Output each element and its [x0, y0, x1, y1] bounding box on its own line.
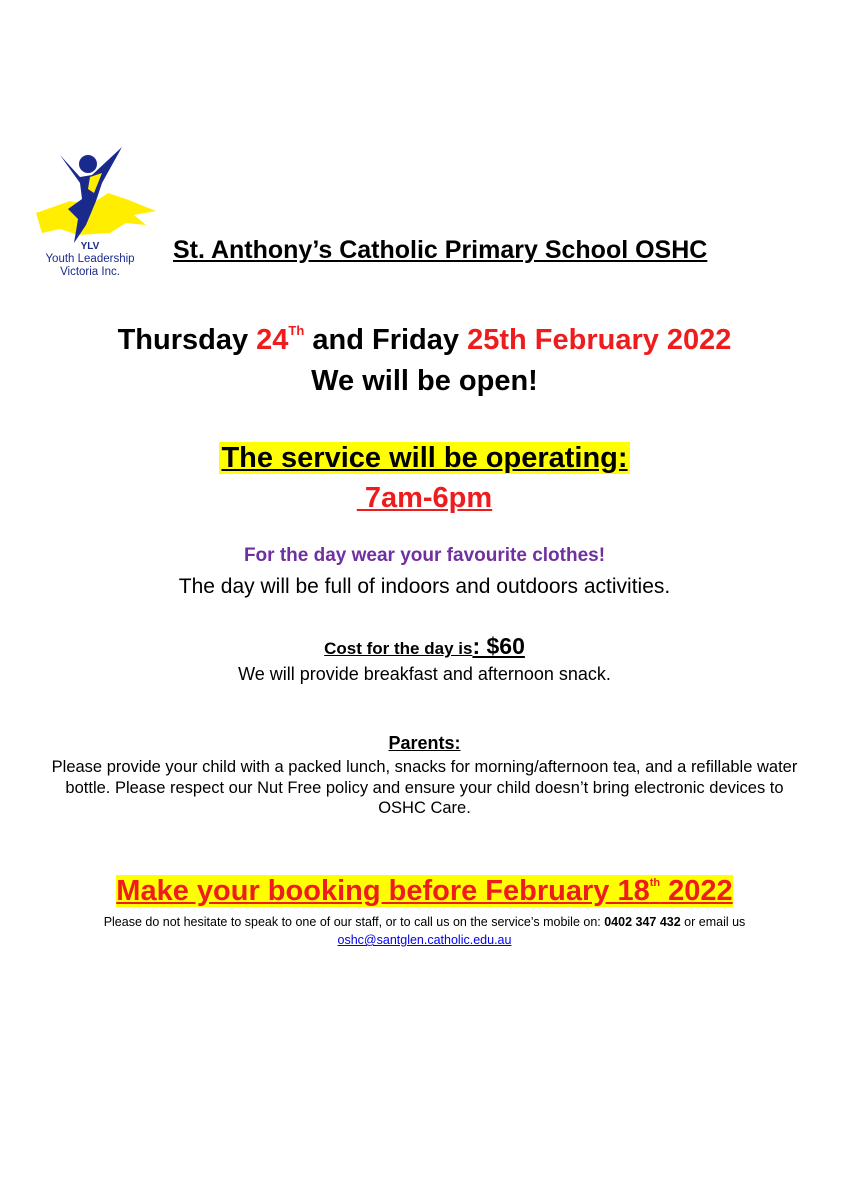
booking-suffix: th — [649, 877, 661, 889]
logo-line-2: Victoria Inc. — [60, 266, 120, 278]
booking-year: 2022 — [660, 875, 733, 907]
activities-description: The day will be full of indoors and outdoors activities. — [178, 575, 671, 598]
open-announcement: We will be open! — [311, 365, 538, 397]
date-line — [0, 323, 849, 357]
operating-heading — [0, 442, 849, 475]
school-title: St. Anthony’s Catholic Primary School OSHC — [173, 236, 708, 264]
email-link[interactable]: oshc@santglen.catholic.edu.au — [337, 933, 512, 947]
contact-line — [0, 915, 849, 929]
operating-hours — [0, 482, 849, 515]
date-and-friday: and Friday — [304, 324, 468, 356]
booking-highlight — [116, 875, 732, 907]
logo-abbr: YLV — [80, 241, 100, 252]
cost-colon: : — [472, 633, 487, 659]
contact-text: Please do not hesitate to speak to one of our staff, or to call us on the service’s mobile on: — [103, 915, 605, 929]
operating-hours-text: 7am-6pm — [356, 482, 493, 514]
date-day1-suffix: Th — [288, 323, 305, 338]
date-day1-number: 24 — [256, 324, 289, 356]
booking-deadline — [0, 875, 849, 908]
date-thursday: Thursday — [117, 324, 257, 356]
contact-phone: 0402 347 432 — [604, 915, 681, 929]
email-line — [0, 933, 849, 947]
operating-heading-text: The service will be operating: — [221, 442, 628, 474]
parents-instructions: Please provide your child with a packed lunch, snacks for morning/afternoon tea, and a refillable water bottle. Please respect our Nut Free policy and ensure your child doesn’t bring electronic devices to OSHC Care. — [51, 758, 798, 817]
date-day1 — [256, 324, 304, 356]
booking-text: Make your booking before February 18 — [116, 875, 650, 907]
clothes-note: For the day wear your favourite clothes! — [243, 545, 606, 566]
cost-label: Cost for the day is — [324, 639, 473, 658]
parents-heading: Parents: — [388, 733, 461, 753]
contact-text-after: or email us — [680, 915, 746, 929]
cost-price: $60 — [486, 633, 525, 659]
ylv-logo — [30, 143, 162, 283]
date-day2: 25th February 2022 — [467, 324, 732, 356]
ylv-figure-icon — [30, 143, 162, 253]
cost-line — [0, 633, 849, 660]
logo-line-1: Youth Leadership — [45, 253, 135, 265]
meal-provision: We will provide breakfast and afternoon snack. — [238, 664, 611, 684]
